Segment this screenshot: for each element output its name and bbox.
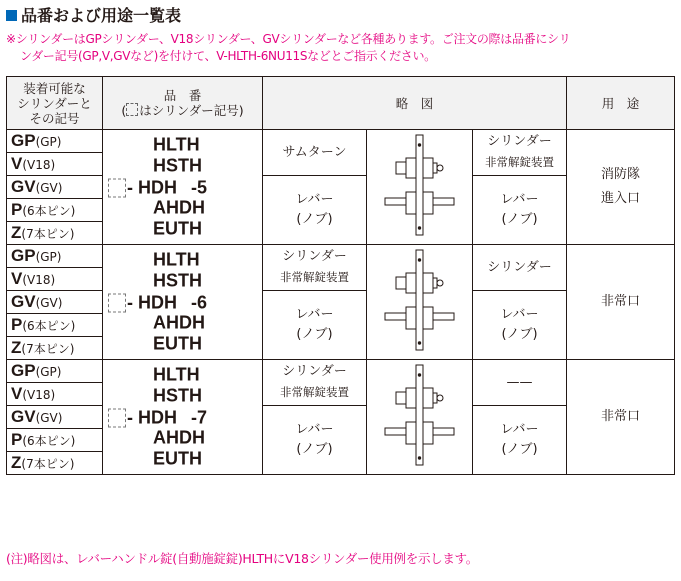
cylinder-code: P (11, 200, 23, 219)
lock-diagram (377, 360, 463, 470)
cylinder-code: GP (11, 246, 36, 265)
cylinder-sub: (GP) (35, 250, 62, 264)
cylinder-sub: (GV) (35, 181, 63, 195)
cylinder-sub: (7本ピン) (21, 342, 75, 356)
dashed-box-icon (108, 178, 126, 197)
diagram-cell (367, 245, 473, 360)
cylinder-code: GP (11, 361, 36, 380)
model-hdh: - HDH -6 (127, 292, 208, 313)
cylinder-code: GV (11, 407, 36, 426)
use-cell: 非常口 (567, 360, 675, 475)
dashed-box-icon (108, 293, 126, 312)
cylinder-sub: (7本ピン) (21, 457, 75, 471)
dashed-box-icon (108, 408, 126, 427)
diagram-cell (367, 360, 473, 475)
inner-top-function: サムターン (263, 130, 367, 176)
inner-bottom-function: レバー (ノブ) (263, 176, 367, 245)
inner-bottom-function: レバー (ノブ) (263, 291, 367, 360)
cylinder-code-cell (7, 176, 103, 199)
inner-bottom-function: レバー (ノブ) (263, 406, 367, 475)
note-line-1: ※シリンダーはGPシリンダー、V18シリンダー、GVシリンダーなど各種あります。ご注文の際は品番にシリ (6, 32, 571, 46)
cylinder-sub: (6本ピン) (22, 204, 76, 218)
model-suffix: -6 (191, 292, 208, 313)
cylinder-code-cell (7, 153, 103, 176)
product-table (6, 76, 675, 475)
cylinder-code: Z (11, 338, 22, 357)
dashed-box-icon (126, 103, 138, 116)
outer-top-function: シリンダー (473, 245, 567, 291)
cylinder-code: P (11, 315, 23, 334)
cylinder-code-cell (7, 222, 103, 245)
cylinder-code-cell (7, 130, 103, 153)
page-title (6, 3, 181, 26)
cylinder-code: GV (11, 292, 36, 311)
model-suffix: -5 (191, 177, 208, 198)
title-text: 品番および用途一覧表 (21, 6, 182, 25)
cylinder-sub: (GV) (35, 296, 63, 310)
cylinder-sub: (GV) (35, 411, 63, 425)
diagram-cell (367, 130, 473, 245)
cylinder-sub: (6本ピン) (22, 434, 76, 448)
note-line-2: ンダー記号(GP,V,GVなど)を付けて、V-HLTH-6NU11Sなどとご指示ください。 (20, 49, 436, 63)
cylinder-code-cell (7, 337, 103, 360)
cylinder-code-cell (7, 429, 103, 452)
cylinder-code-cell (7, 245, 103, 268)
cylinder-code: P (11, 430, 23, 449)
cylinder-code: Z (11, 223, 22, 242)
cylinder-sub: (6本ピン) (22, 319, 76, 333)
cylinder-code-cell (7, 383, 103, 406)
cylinder-code: V (11, 154, 23, 173)
use-cell: 非常口 (567, 245, 675, 360)
cylinder-code: GV (11, 177, 36, 196)
cylinder-code-cell (7, 268, 103, 291)
cylinder-sub: (V18) (22, 273, 56, 287)
model-hdh: - HDH -7 (127, 407, 208, 428)
title-square-icon (6, 10, 17, 21)
cylinder-sub: (V18) (22, 388, 56, 402)
cylinder-sub: (GP) (35, 135, 62, 149)
outer-bottom-function: レバー (ノブ) (473, 291, 567, 360)
outer-bottom-function: レバー (ノブ) (473, 406, 567, 475)
header-model: 品 番 ( はシリンダー記号) (103, 77, 263, 130)
cylinder-code-cell (7, 406, 103, 429)
cylinder-code-cell (7, 360, 103, 383)
model-cell: HLTH HSTH AHDH EUTH - HDH -7 (103, 360, 263, 475)
cylinder-sub: (V18) (22, 158, 56, 172)
cylinder-code: Z (11, 453, 22, 472)
model-cell: HLTH HSTH AHDH EUTH - HDH -6 (103, 245, 263, 360)
footer-note: (注)略図は、レバーハンドル錠(自動施錠錠)HLTHにV18シリンダー使用例を示します。 (6, 551, 478, 566)
header-use: 用 途 (567, 77, 675, 130)
header-diagram: 略 図 (263, 77, 567, 130)
outer-top-function: シリンダー 非常解錠装置 (473, 130, 567, 176)
model-suffix: -7 (191, 407, 208, 428)
inner-top-function: シリンダー 非常解錠装置 (263, 245, 367, 291)
cylinder-sub: (GP) (35, 365, 62, 379)
cylinder-sub: (7本ピン) (21, 227, 75, 241)
cylinder-code-cell (7, 291, 103, 314)
cylinder-code: V (11, 269, 23, 288)
lock-diagram (377, 245, 463, 355)
model-cell: HLTH HSTH AHDH EUTH - HDH -5 (103, 130, 263, 245)
outer-top-function: —— (473, 360, 567, 406)
cylinder-code-cell (7, 199, 103, 222)
outer-bottom-function: レバー (ノブ) (473, 176, 567, 245)
lock-diagram (377, 130, 463, 240)
cylinder-code: V (11, 384, 23, 403)
inner-top-function: シリンダー 非常解錠装置 (263, 360, 367, 406)
use-cell: 消防隊 進入口 (567, 130, 675, 245)
model-hdh: - HDH -5 (127, 177, 208, 198)
header-cylinder: 装着可能な シリンダーと その記号 (7, 77, 103, 130)
cylinder-code: GP (11, 131, 36, 150)
cylinder-code-cell (7, 452, 103, 475)
cylinder-code-cell (7, 314, 103, 337)
